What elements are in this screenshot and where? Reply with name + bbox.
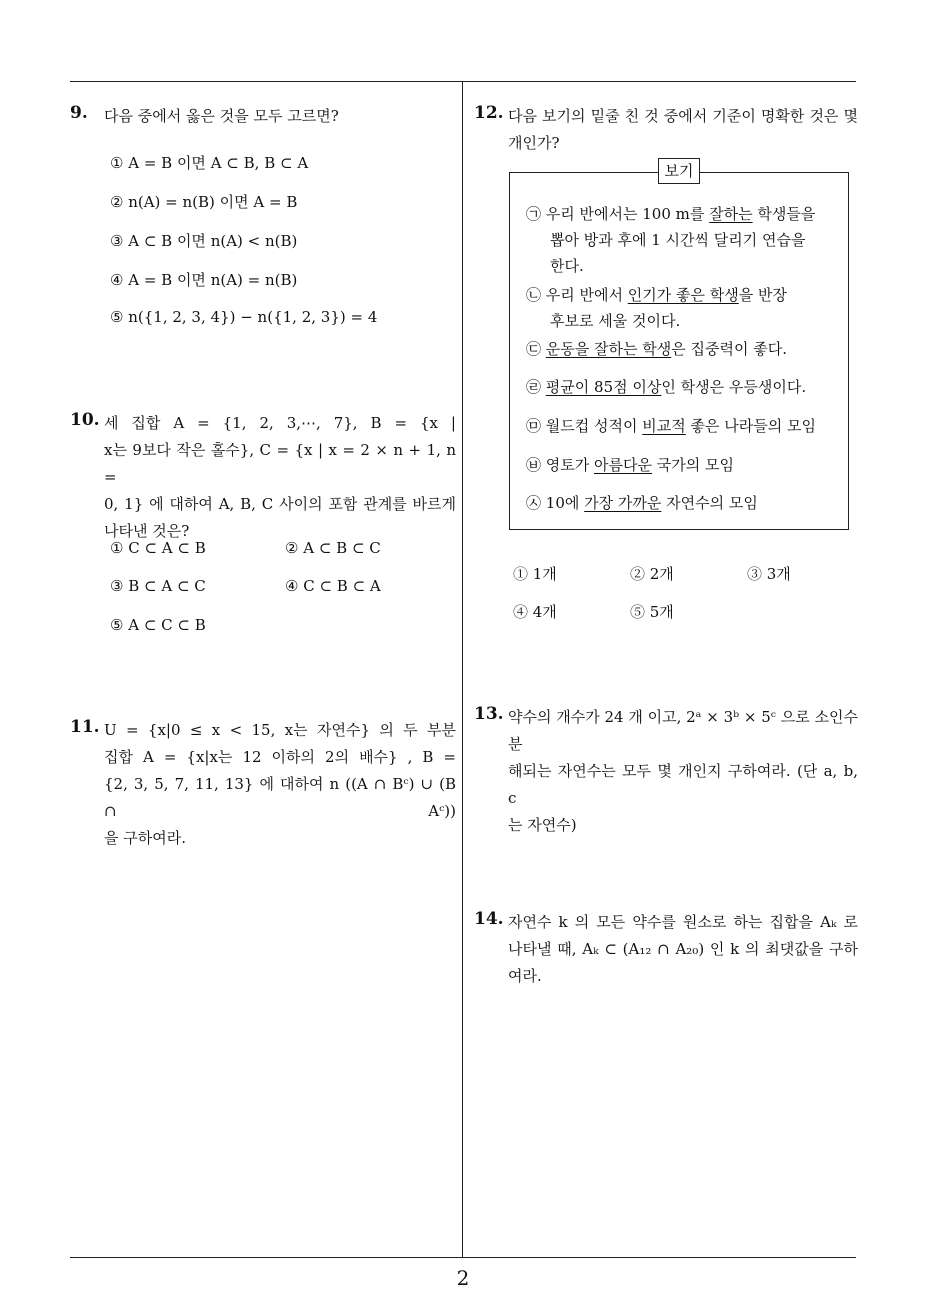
item-text: 학생들을 <box>752 205 816 223</box>
q10-option-4[interactable]: ④ C ⊂ B ⊂ A <box>285 577 381 595</box>
item-underlined: 운동을 잘하는 학생 <box>545 340 672 358</box>
item-underlined: 비교적 <box>642 417 686 435</box>
question-number: 14. <box>474 909 504 929</box>
question-line: 해되는 자연수는 모두 몇 개인지 구하여라. (단 a, b, c <box>508 762 858 807</box>
item-underlined: 인기가 좋은 학생 <box>627 286 739 304</box>
item-text: 우리 반에서는 100 m를 <box>541 205 710 223</box>
question-line: 개인가? <box>508 134 560 152</box>
item-text: 월드컵 성적이 <box>541 417 643 435</box>
question-line: x는 9보다 작은 홀수}, C = {x | x = 2 × n + 1, n = <box>104 441 456 486</box>
item-continuation: 후보로 세울 것이다. <box>550 312 681 330</box>
example-item-4 <box>526 374 806 400</box>
question-line: 는 자연수) <box>508 816 577 834</box>
question-number: 11. <box>70 717 100 737</box>
item-mark: ㉦ <box>526 494 542 512</box>
item-text: 영토가 <box>541 456 595 474</box>
question-number: 13. <box>474 704 504 724</box>
item-underlined: 아름다운 <box>594 456 652 474</box>
item-mark: ㉢ <box>526 340 542 358</box>
question-line: U = {x|0 ≤ x < 15, x는 자연수} 의 두 부분 <box>104 721 456 739</box>
example-item-7 <box>526 490 758 516</box>
item-mark: ㉡ <box>526 286 542 304</box>
item-text: 은 집중력이 좋다. <box>671 340 788 358</box>
example-item-6 <box>526 452 734 478</box>
question-line: 0, 1} 에 대하여 A, B, C 사이의 포함 관계를 바르게 <box>104 495 456 513</box>
q10-option-2[interactable]: ② A ⊂ B ⊂ C <box>285 539 381 557</box>
item-underlined: 가장 가까운 <box>584 494 662 512</box>
question-line: 약수의 개수가 24 개 이고, 2ᵃ × 3ᵇ × 5ᶜ 으로 소인수분 <box>508 708 858 753</box>
q12-option-1[interactable]: ① 1개 <box>513 565 557 583</box>
question-line: 세 집합 A = {1, 2, 3,⋯, 7}, B = {x | <box>104 414 456 432</box>
item-mark: ㉠ <box>526 205 542 223</box>
q9-option-4[interactable]: ④ A = B 이면 n(A) = n(B) <box>110 271 298 289</box>
page-number: 2 <box>456 1266 470 1290</box>
example-item-5 <box>526 413 816 439</box>
q10-option-3[interactable]: ③ B ⊂ A ⊂ C <box>110 577 206 595</box>
item-underlined: 평균이 85점 이상 <box>545 378 662 396</box>
q10-option-1[interactable]: ① C ⊂ A ⊂ B <box>110 539 206 557</box>
question-line: 을 구하여라. <box>104 829 186 847</box>
item-mark: ㉥ <box>526 456 542 474</box>
question-stem: 다음 중에서 옳은 것을 모두 고르면? <box>104 107 339 125</box>
question-number: 10. <box>70 410 100 430</box>
question-number: 12. <box>474 103 504 123</box>
q10-option-5[interactable]: ⑤ A ⊂ C ⊂ B <box>110 616 206 634</box>
example-item-1 <box>526 201 815 279</box>
example-item-2 <box>526 282 787 334</box>
item-mark: ㉣ <box>526 378 542 396</box>
question-line: 나타낼 때, Aₖ ⊂ (A₁₂ ∩ A₂₀) 인 k 의 최댓값을 구하 <box>508 940 858 958</box>
item-text: 국가의 모임 <box>652 456 734 474</box>
item-continuation: 한다. <box>550 257 584 275</box>
question-line: {2, 3, 5, 7, 11, 13} 에 대하여 n ((A ∩ Bᶜ) ∪ (B ∩ Aᶜ)) <box>104 775 456 820</box>
item-underlined: 잘하는 <box>709 205 753 223</box>
item-text: 좋은 나라들의 모임 <box>685 417 816 435</box>
q12-option-5[interactable]: ⑤ 5개 <box>630 603 674 621</box>
q12-option-3[interactable]: ③ 3개 <box>747 565 791 583</box>
item-text: 우리 반에서 <box>541 286 628 304</box>
item-text: 인 학생은 우등생이다. <box>661 378 807 396</box>
question-number: 9. <box>70 103 88 123</box>
q9-option-5[interactable]: ⑤ n({1, 2, 3, 4}) − n({1, 2, 3}) = 4 <box>110 308 378 326</box>
item-mark: ㉤ <box>526 417 542 435</box>
example-box-title: 보기 <box>658 158 700 184</box>
item-text: 10에 <box>541 494 585 512</box>
question-line: 다음 보기의 밑줄 친 것 중에서 기준이 명확한 것은 몇 <box>508 107 858 125</box>
q9-option-2[interactable]: ② n(A) = n(B) 이면 A = B <box>110 193 298 211</box>
item-text: 을 반장 <box>738 286 787 304</box>
q9-option-1[interactable]: ① A = B 이면 A ⊂ B, B ⊂ A <box>110 154 309 172</box>
q9-option-3[interactable]: ③ A ⊂ B 이면 n(A) < n(B) <box>110 232 298 250</box>
column-divider <box>462 81 463 1258</box>
question-line: 여라. <box>508 967 542 985</box>
question-line: 자연수 k 의 모든 약수를 원소로 하는 집합을 Aₖ 로 <box>508 913 858 931</box>
item-text: 자연수의 모임 <box>661 494 758 512</box>
question-line: 나타낸 것은? <box>104 522 190 540</box>
question-line: 집합 A = {x|x는 12 이하의 2의 배수} , B = <box>104 748 456 766</box>
q12-option-2[interactable]: ② 2개 <box>630 565 674 583</box>
top-rule <box>70 81 856 82</box>
item-continuation: 뽑아 방과 후에 1 시간씩 달리기 연습을 <box>550 231 806 249</box>
bottom-rule <box>70 1257 856 1258</box>
example-item-3 <box>526 336 787 362</box>
q12-option-4[interactable]: ④ 4개 <box>513 603 557 621</box>
